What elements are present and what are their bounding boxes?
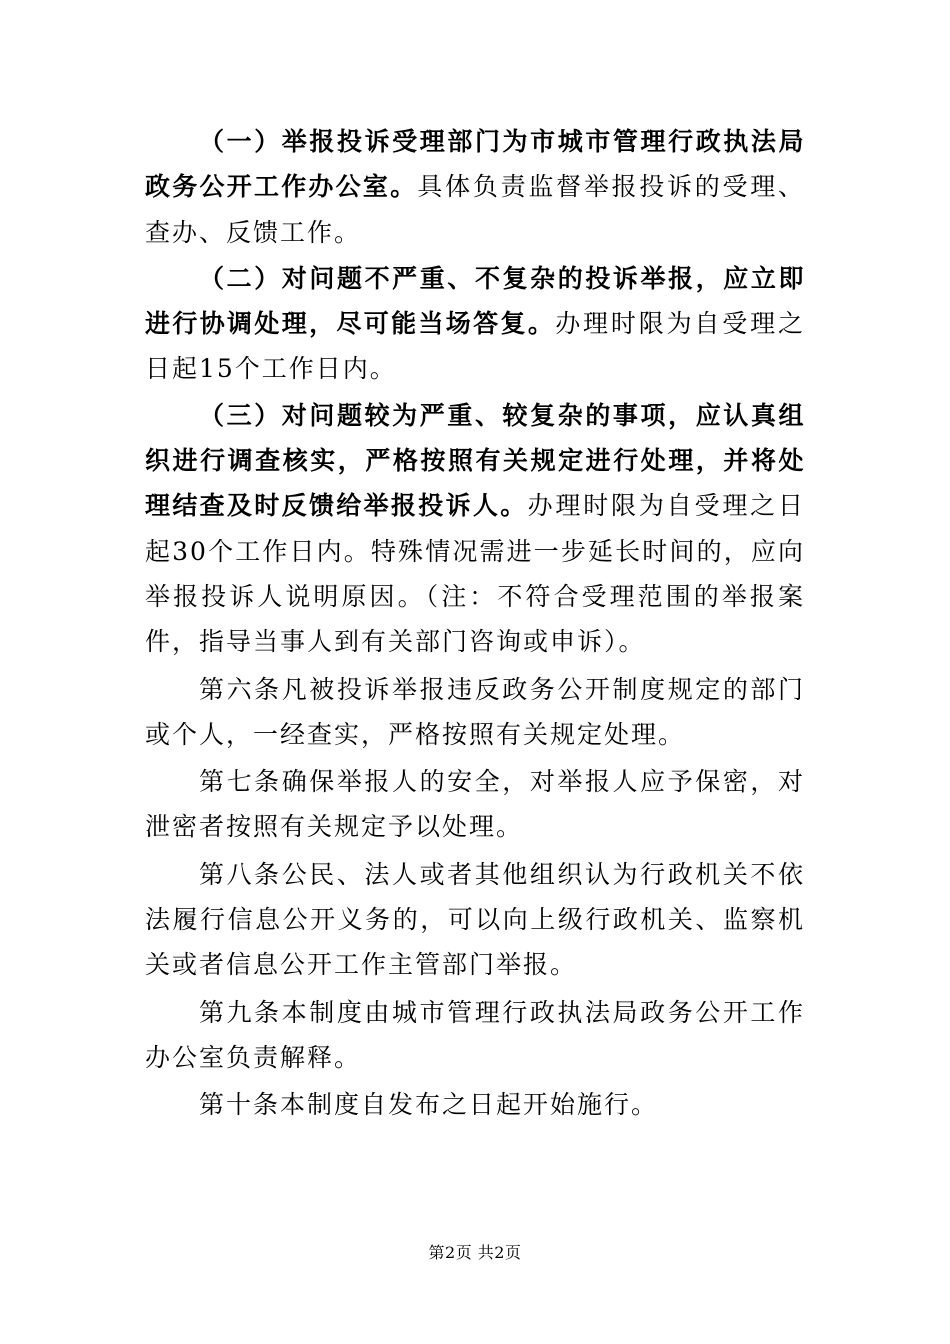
item-2-text: 办理时限为自受理之日起15个工作日内。 (145, 309, 805, 384)
item-paragraph-1 (145, 119, 805, 255)
article-9: 第九条本制度由城市管理行政执法局政务公开工作办公室负责解释。 (145, 997, 805, 1072)
article-8: 第八条公民、法人或者其他组织认为行政机关不依法履行信息公开义务的，可以向上级行政机关、监察机关或者信息公开工作主管部门举报。 (145, 859, 805, 980)
document-body (145, 118, 805, 1128)
item-1-bold-text: （一）举报投诉受理部门为市城市管理行政执法局政务公开工作办公室。 (145, 127, 805, 202)
article-10: 第十条本制度自发布之日起开始施行。 (199, 1090, 659, 1120)
item-paragraph-3 (145, 393, 805, 665)
page-footer: 第2页 共2页 (428, 1243, 522, 1262)
article-6: 第六条凡被投诉举报违反政务公开制度规定的部门或个人，一经查实，严格按照有关规定处理。 (145, 674, 805, 749)
item-paragraph-2 (145, 256, 805, 392)
item-3-bold-text: （三）对问题较为严重、较复杂的事项，应认真组织进行调查核实，严格按照有关规定进行处理，并将处理结查及时反馈给举报投诉人。 (145, 400, 805, 521)
article-7: 第七条确保举报人的安全，对举报人应予保密，对泄密者按照有关规定予以处理。 (145, 767, 805, 842)
item-2-bold-text: （二）对问题不严重、不复杂的投诉举报，应立即进行协调处理，尽可能当场答复。 (145, 263, 805, 339)
item-3-text: 办理时限为自受理之日起30个工作日内。特殊情况需进一步延长时间的，应向举报投诉人说明原因。（注：不符合受理范围的举报案件，指导当事人到有关部门咨询或申诉）。 (145, 491, 805, 657)
item-1-text: 具体负责监督举报投诉的受理、查办、反馈工作。 (145, 172, 805, 247)
